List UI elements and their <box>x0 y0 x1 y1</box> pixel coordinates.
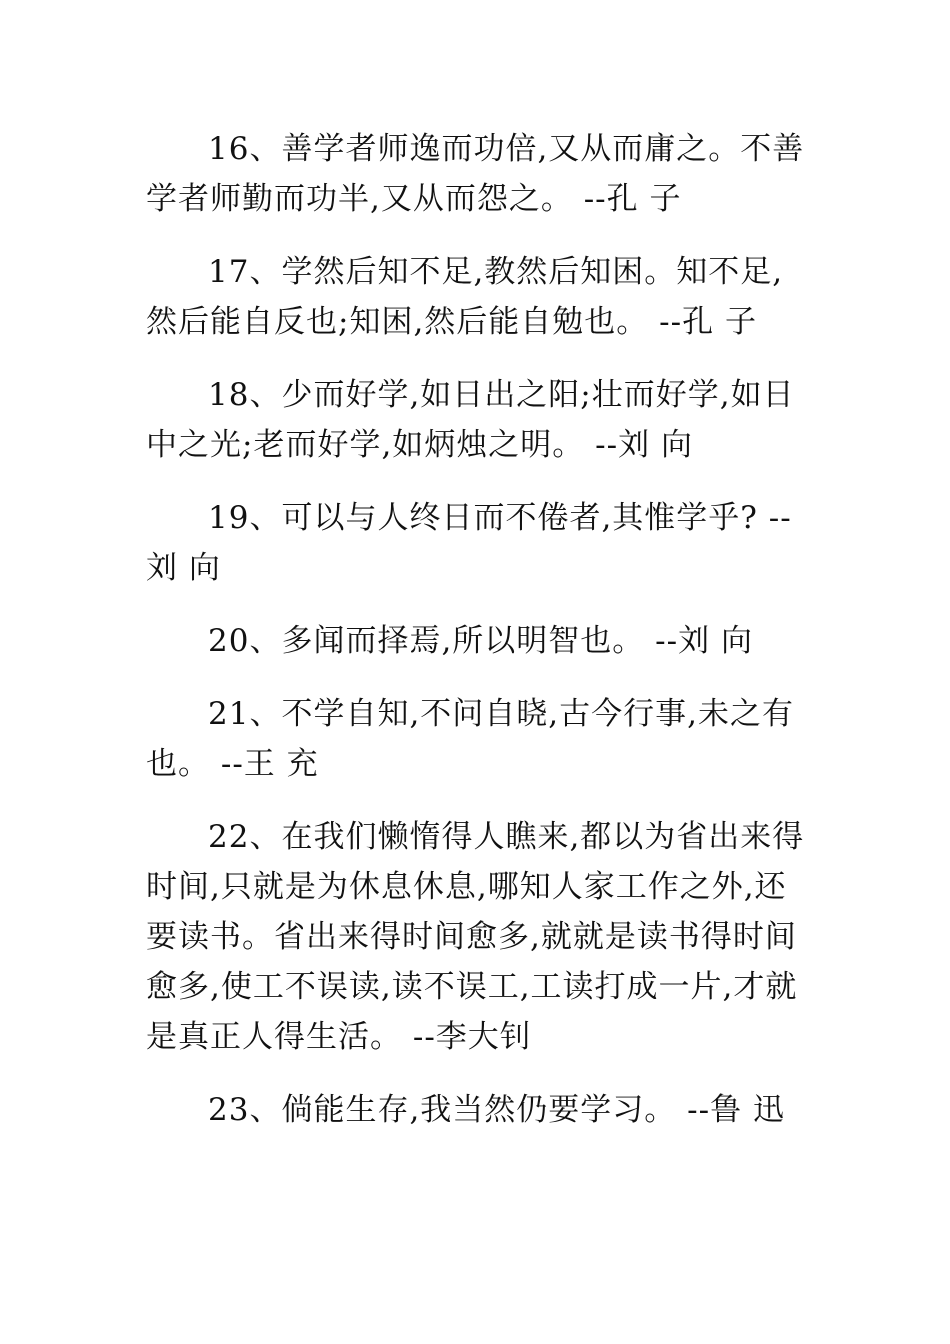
quote-paragraph-23: 23、倘能生存,我当然仍要学习。 --鲁 迅 <box>208 1092 785 1128</box>
quote-paragraph-21: 21、不学自知,不问自晓,古今行事,未之有也。 --王 充 <box>146 696 795 782</box>
quote-paragraph-20: 20、多闻而择焉,所以明智也。 --刘 向 <box>208 623 753 659</box>
quote-paragraph-18: 18、少而好学,如日出之阳;壮而好学,如日中之光;老而好学,如炳烛之明。 --刘 向 <box>146 377 795 463</box>
quote-paragraph-16: 16、善学者师逸而功倍,又从而庸之。不善学者师勤而功半,又从而怨之。 --孔 子 <box>146 131 805 217</box>
quote-paragraph-19: 19、可以与人终日而不倦者,其惟学乎? --刘 向 <box>146 500 792 586</box>
document-page <box>146 124 806 1158</box>
quote-paragraph-22: 22、在我们懒惰得人瞧来,都以为省出来得时间,只就是为休息休息,哪知人家工作之外,还要读书。省出来得时间愈多,就就是读书得时间愈多,使工不误读,读不误工,工读打成一片,才就是真正人得生活。 --李大钊 <box>146 819 805 1055</box>
quote-paragraph-17: 17、学然后知不足,教然后知困。知不足,然后能自反也;知困,然后能自勉也。 --孔 子 <box>146 254 784 340</box>
